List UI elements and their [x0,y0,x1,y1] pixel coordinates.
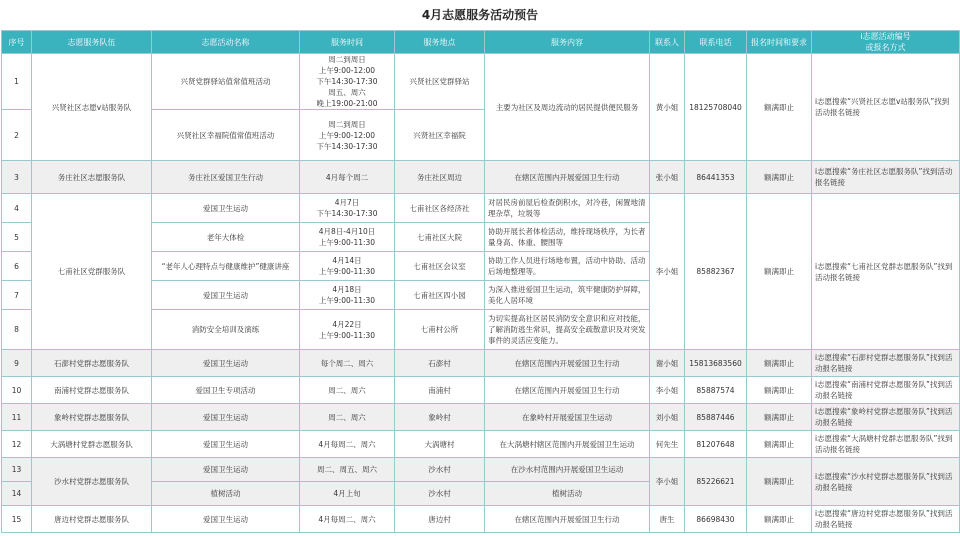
activity-name: 爱国卫生运动 [152,281,300,310]
signup-requirement: 额满即止 [747,431,812,458]
signup-method: i志愿搜索“务庄社区志愿服务队”找到活动报名链接 [812,161,960,194]
service-content: 在象岭村开展爱国卫生运动 [485,404,650,431]
header-cell: 联系电话 [685,31,747,54]
contact-phone: 85887574 [685,377,747,404]
service-time: 4月每周二、周六 [300,506,395,533]
service-content: 为深入推进爱国卫生运动，筑牢健康防护屏障，美化人居环境 [485,281,650,310]
table-row [2,431,960,458]
contact-person: 张小姐 [650,161,685,194]
activity-name: 兴贤社区幸福院值常值班活动 [152,110,300,161]
activity-name: 爱国卫生运动 [152,404,300,431]
row-number: 7 [2,281,32,310]
header-row [2,31,960,54]
activity-name: 老年大体检 [152,223,300,252]
contact-person: 李小姐 [650,194,685,350]
activity-name: 兴贤党群驿站值常值班活动 [152,54,300,110]
row-number: 1 [2,54,32,110]
row-number: 12 [2,431,32,458]
service-place: 唐边村 [395,506,485,533]
service-place: 务庄社区周边 [395,161,485,194]
header-cell: 服务时间 [300,31,395,54]
activity-name: 爱国卫生运动 [152,194,300,223]
header-cell: 服务地点 [395,31,485,54]
signup-method: i志愿搜索“沙水村党群志愿服务队”找到活动报名链接 [812,458,960,506]
row-number: 3 [2,161,32,194]
activity-name: 爱国卫生运动 [152,350,300,377]
signup-requirement: 额满即止 [747,194,812,350]
row-number: 14 [2,482,32,506]
header-cell: 志愿活动名称 [152,31,300,54]
row-number: 11 [2,404,32,431]
service-place: 象岭村 [395,404,485,431]
header-cell: 志愿服务队伍 [32,31,152,54]
contact-person: 刘小姐 [650,404,685,431]
service-time: 周二、周五、周六 [300,458,395,482]
team-cell: 大涡塘村党群志愿服务队 [32,431,152,458]
service-place: 七甫村公所 [395,310,485,350]
activity-name: 爱国卫生运动 [152,458,300,482]
team-cell: 务庄社区志愿服务队 [32,161,152,194]
header-cell: 序号 [2,31,32,54]
service-place: 沙水村 [395,482,485,506]
contact-phone: 85226621 [685,458,747,506]
activity-name: “老年人心理特点与健康维护”健康讲座 [152,252,300,281]
row-number: 4 [2,194,32,223]
row-number: 5 [2,223,32,252]
table-row [2,377,960,404]
team-cell: 兴贤社区志愿v站服务队 [32,54,152,161]
signup-requirement: 额满即止 [747,458,812,506]
header-cell: 服务内容 [485,31,650,54]
service-place: 大涡塘村 [395,431,485,458]
activity-name: 植树活动 [152,482,300,506]
signup-method: i志愿搜索“唐边村党群志愿服务队”找到活动报名链接 [812,506,960,533]
activity-name: 消防安全培训及演练 [152,310,300,350]
header-cell: 报名时间和要求 [747,31,812,54]
contact-person: 谢小姐 [650,350,685,377]
signup-method: i志愿搜索“大涡塘村党群志愿服务队”找到活动报名链接 [812,431,960,458]
activity-name: 爱国卫生运动 [152,506,300,533]
service-content: 在辖区范围内开展爱国卫生行动 [485,350,650,377]
contact-phone: 81207648 [685,431,747,458]
table-row [2,506,960,533]
signup-requirement: 额满即止 [747,377,812,404]
team-cell: 南浦村党群志愿服务队 [32,377,152,404]
header-cell: 联系人 [650,31,685,54]
row-number: 6 [2,252,32,281]
service-content: 在辖区范围内开展爱国卫生行动 [485,377,650,404]
service-time: 4月每个周二 [300,161,395,194]
activity-table [1,30,960,533]
table-row [2,194,960,223]
service-content: 对居民房前屋后检查倒积水，对冷巷，闲置地清理杂草，垃圾等 [485,194,650,223]
service-time: 周二、周六 [300,404,395,431]
service-place: 兴贤社区党群驿站 [395,54,485,110]
service-time: 4月8日-4月10日 上午9:00-11:30 [300,223,395,252]
service-time: 4月每周二、周六 [300,431,395,458]
service-content: 为切实提高社区居民消防安全意识和应对技能，了解消防逃生常识，提高安全疏散意识及对突发事件的灵活应变能力。 [485,310,650,350]
row-number: 13 [2,458,32,482]
team-cell: 唐边村党群志愿服务队 [32,506,152,533]
team-cell: 七甫社区党群服务队 [32,194,152,350]
activity-name: 爱国卫生专项活动 [152,377,300,404]
service-content: 在沙水村范围内开展爱国卫生运动 [485,458,650,482]
service-place: 南浦村 [395,377,485,404]
service-place: 石澎村 [395,350,485,377]
service-content: 在辖区范围内开展爱国卫生行动 [485,506,650,533]
service-content: 在大涡塘村辖区范围内开展爱国卫生运动 [485,431,650,458]
service-content: 在辖区范围内开展爱国卫生行动 [485,161,650,194]
contact-phone: 15813683560 [685,350,747,377]
service-time: 周二、周六 [300,377,395,404]
contact-phone: 85882367 [685,194,747,350]
contact-person: 唐生 [650,506,685,533]
service-time: 4月14日 上午9:00-11:30 [300,252,395,281]
service-place: 七甫社区各经济社 [395,194,485,223]
contact-person: 李小姐 [650,458,685,506]
service-time: 4月上旬 [300,482,395,506]
service-time: 周二到周日 上午9:00-12:00 下午14:30-17:30 [300,110,395,161]
service-content: 主要为社区及周边流动的居民提供便民服务 [485,54,650,161]
team-cell: 象岭村党群志愿服务队 [32,404,152,431]
signup-requirement: 额满即止 [747,350,812,377]
row-number: 10 [2,377,32,404]
service-place: 七甫社区会议室 [395,252,485,281]
table-row [2,404,960,431]
signup-requirement: 额满即止 [747,161,812,194]
contact-phone: 85887446 [685,404,747,431]
service-place: 七甫社区大院 [395,223,485,252]
row-number: 8 [2,310,32,350]
signup-method: i志愿搜索“象岭村党群志愿服务队”找到活动报名链接 [812,404,960,431]
activity-name: 务庄社区爱国卫生行动 [152,161,300,194]
signup-method: i志愿搜索“南浦村党群志愿服务队”找到活动报名链接 [812,377,960,404]
service-place: 沙水村 [395,458,485,482]
service-content: 协助工作人员进行场地布置，活动中协助、活动后场地整理等。 [485,252,650,281]
service-content: 植树活动 [485,482,650,506]
table-row [2,54,960,110]
row-number: 2 [2,110,32,161]
signup-method: i志愿搜索“七甫社区党群志愿服务队”找到活动报名链接 [812,194,960,350]
table-row [2,350,960,377]
row-number: 9 [2,350,32,377]
header-cell: i志愿活动编号 或报名方式 [812,31,960,54]
contact-person: 何先生 [650,431,685,458]
service-time: 每个周二、周六 [300,350,395,377]
service-place: 七甫社区四小园 [395,281,485,310]
row-number: 15 [2,506,32,533]
service-time: 周二到周日 上午9:00-12:00 下午14:30-17:30 周五、周六 晚上19:00-21:00 [300,54,395,110]
contact-person: 李小姐 [650,377,685,404]
signup-method: i志愿搜索“兴贤社区志愿v站服务队”找到活动报名链接 [812,54,960,161]
contact-phone: 18125708040 [685,54,747,161]
contact-person: 黄小姐 [650,54,685,161]
page-title: 4月志愿服务活动预告 [421,8,539,22]
activity-name: 爱国卫生运动 [152,431,300,458]
signup-requirement: 额满即止 [747,404,812,431]
service-time: 4月18日 上午9:00-11:30 [300,281,395,310]
signup-requirement: 额满即止 [747,506,812,533]
team-cell: 石澎村党群志愿服务队 [32,350,152,377]
table-row [2,458,960,482]
table-row [2,161,960,194]
service-time: 4月7日 下午14:30-17:30 [300,194,395,223]
team-cell: 沙水村党群志愿服务队 [32,458,152,506]
service-time: 4月22日 上午9:00-11:30 [300,310,395,350]
signup-method: i志愿搜索“石澎村党群志愿服务队”找到活动报名链接 [812,350,960,377]
contact-phone: 86698430 [685,506,747,533]
service-content: 协助开展长者体检活动，维持现场秩序，为长者量身高、体重、腰围等 [485,223,650,252]
service-place: 兴贤社区幸福院 [395,110,485,161]
signup-requirement: 额满即止 [747,54,812,161]
contact-phone: 86441353 [685,161,747,194]
